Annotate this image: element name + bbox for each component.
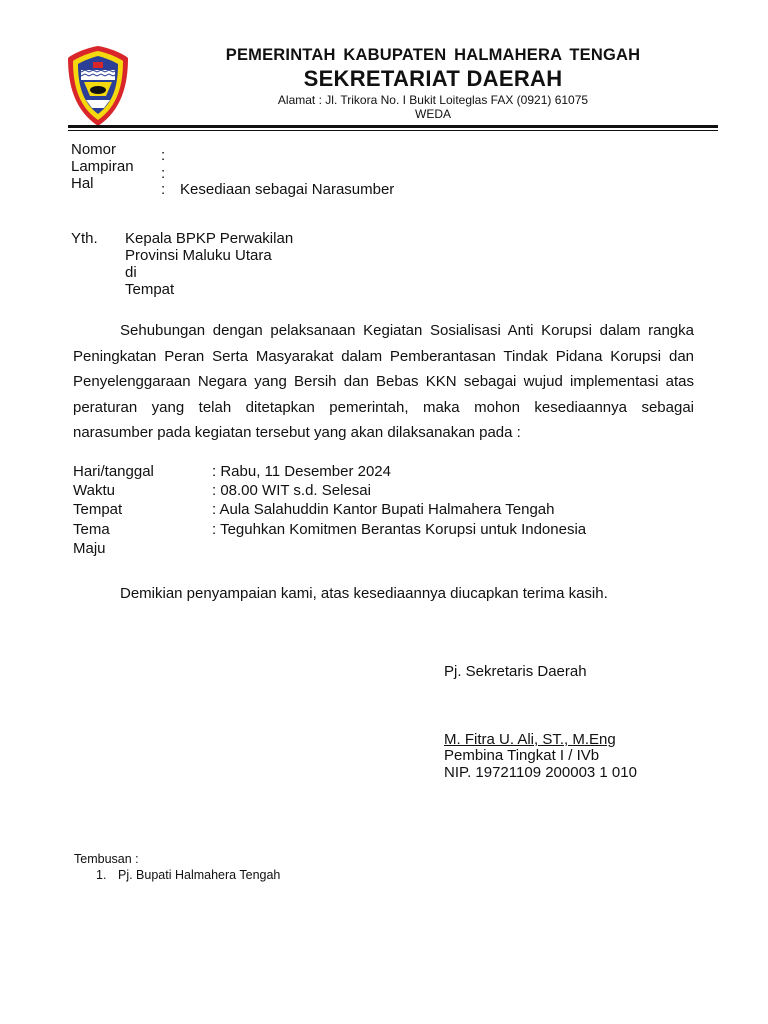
detail-label-time: Waktu <box>73 482 115 499</box>
signature-rank: Pembina Tingkat I / IVb <box>444 747 600 764</box>
recipient-line-1: Kepala BPKP Perwakilan <box>125 230 294 247</box>
detail-label-date: Hari/tanggal <box>73 463 154 480</box>
cc-item-number: 1. <box>96 868 107 882</box>
detail-value-date: : Rabu, 11 Desember 2024 <box>212 463 391 480</box>
detail-label-theme: Tema <box>73 521 110 538</box>
letterhead-address: Alamat : Jl. Trikora No. I Bukit Loiteglas FAX (0921) 61075 <box>277 93 589 107</box>
lampiran-label: Lampiran <box>71 158 134 175</box>
recipient-line-4: Tempat <box>125 281 175 298</box>
detail-label-place: Tempat <box>73 501 123 518</box>
cc-item-text: Pj. Bupati Halmahera Tengah <box>118 868 281 882</box>
hal-label: Hal <box>71 175 94 192</box>
lampiran-colon: : <box>161 165 166 182</box>
cc-label: Tembusan : <box>74 852 139 866</box>
letterhead-government: PEMERINTAH KABUPATEN HALMAHERA TENGAH <box>225 46 641 64</box>
body-line: peraturan yang telah ditetapkan pemerintah, maka mohon kesediaannya sebagai <box>73 398 694 416</box>
letterhead-town: WEDA <box>415 107 451 121</box>
regency-coat-of-arms-icon <box>66 44 130 128</box>
nomor-colon: : <box>161 147 166 164</box>
body-line: Peningkatan Peran Serta Masyarakat dalam Pemberantasan Tindak Pidana Korupsi dan <box>73 347 694 365</box>
nomor-label: Nomor <box>71 141 117 158</box>
signature-name: M. Fitra U. Ali, ST., M.Eng <box>444 731 616 748</box>
body-line: Sehubungan dengan pelaksanaan Kegiatan Sosialisasi Anti Korupsi dalam rangka <box>120 322 694 339</box>
signature-title: Pj. Sekretaris Daerah <box>444 663 587 680</box>
detail-theme-overflow: Maju <box>73 540 106 557</box>
letterhead-divider-thick <box>68 125 718 128</box>
recipient-line-2: Provinsi Maluku Utara <box>125 247 272 264</box>
letterhead-divider-thin <box>68 130 718 131</box>
body-paragraph <box>73 318 694 446</box>
body-line: Penyelenggaraan Negara yang Bersih dan Bebas KKN sebagai wujud implementasi atas <box>73 373 694 390</box>
detail-value-theme: : Teguhkan Komitmen Berantas Korupsi untuk Indonesia <box>212 521 587 538</box>
hal-value: Kesediaan sebagai Narasumber <box>180 181 395 198</box>
recipient-line-3: di <box>125 264 137 281</box>
recipient-label: Yth. <box>71 230 98 247</box>
hal-colon: : <box>161 181 166 198</box>
closing-sentence: Demikian penyampaian kami, atas kesediaannya diucapkan terima kasih. <box>120 585 608 602</box>
detail-value-time: : 08.00 WIT s.d. Selesai <box>212 482 371 499</box>
letterhead-office: SEKRETARIAT DAERAH <box>303 66 563 91</box>
signature-nip: NIP. 19721109 200003 1 010 <box>444 764 637 781</box>
body-line: narasumber pada kegiatan tersebut yang akan dilaksanakan pada : <box>73 424 521 441</box>
detail-value-place: : Aula Salahuddin Kantor Bupati Halmahera Tengah <box>212 501 555 518</box>
